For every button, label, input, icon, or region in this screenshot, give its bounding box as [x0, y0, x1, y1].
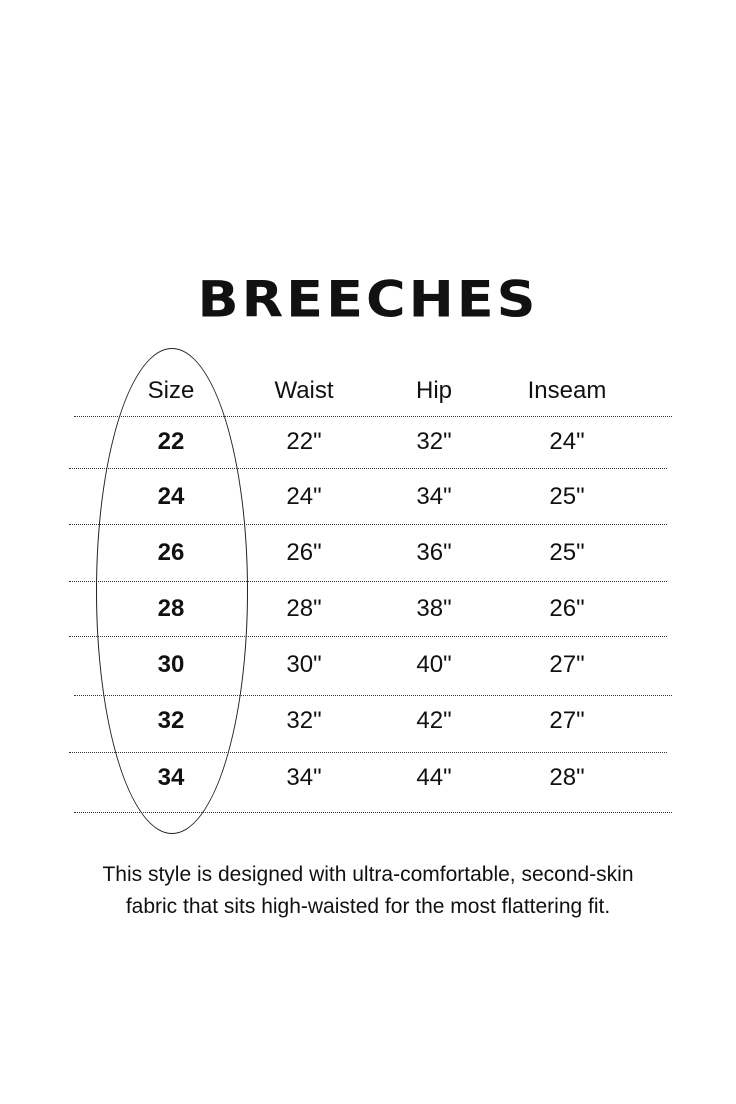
cell-hip: 36" — [416, 539, 452, 566]
cell-hip: 40" — [416, 651, 452, 678]
cell-waist: 32" — [286, 707, 322, 734]
cell-hip: 38" — [416, 595, 452, 622]
row-divider — [74, 812, 672, 813]
cell-inseam: 25" — [549, 539, 585, 566]
row-divider — [69, 636, 667, 637]
cell-size: 24 — [157, 483, 185, 510]
cell-inseam: 27" — [549, 707, 585, 734]
header-hip: Hip — [415, 377, 452, 404]
cell-size: 26 — [157, 539, 185, 566]
page-title: BREECHES — [197, 270, 539, 329]
cell-waist: 34" — [286, 764, 322, 791]
header-waist: Waist — [274, 377, 334, 404]
cell-inseam: 24" — [549, 428, 585, 455]
cell-waist: 24" — [286, 483, 322, 510]
cell-size: 32 — [157, 707, 185, 734]
cell-size: 22 — [157, 428, 185, 455]
cell-hip: 42" — [416, 707, 452, 734]
style-note-line-1: This style is designed with ultra-comfortable, second-skin — [102, 863, 634, 886]
row-divider — [69, 468, 667, 469]
cell-size: 28 — [157, 595, 185, 622]
row-divider — [74, 416, 672, 417]
cell-size: 30 — [157, 651, 185, 678]
header-size: Size — [147, 377, 195, 404]
row-divider — [69, 524, 667, 525]
cell-waist: 22" — [286, 428, 322, 455]
size-column-ellipse — [96, 348, 248, 834]
row-divider — [69, 752, 667, 753]
cell-inseam: 28" — [549, 764, 585, 791]
header-inseam: Inseam — [527, 377, 607, 404]
cell-waist: 28" — [286, 595, 322, 622]
cell-hip: 44" — [416, 764, 452, 791]
style-note-line-2: fabric that sits high-waisted for the most flattering fit. — [125, 895, 611, 918]
cell-inseam: 25" — [549, 483, 585, 510]
cell-hip: 34" — [416, 483, 452, 510]
row-divider — [74, 695, 672, 696]
cell-hip: 32" — [416, 428, 452, 455]
row-divider — [69, 581, 667, 582]
cell-waist: 26" — [286, 539, 322, 566]
cell-inseam: 27" — [549, 651, 585, 678]
cell-waist: 30" — [286, 651, 322, 678]
cell-size: 34 — [157, 764, 185, 791]
cell-inseam: 26" — [549, 595, 585, 622]
